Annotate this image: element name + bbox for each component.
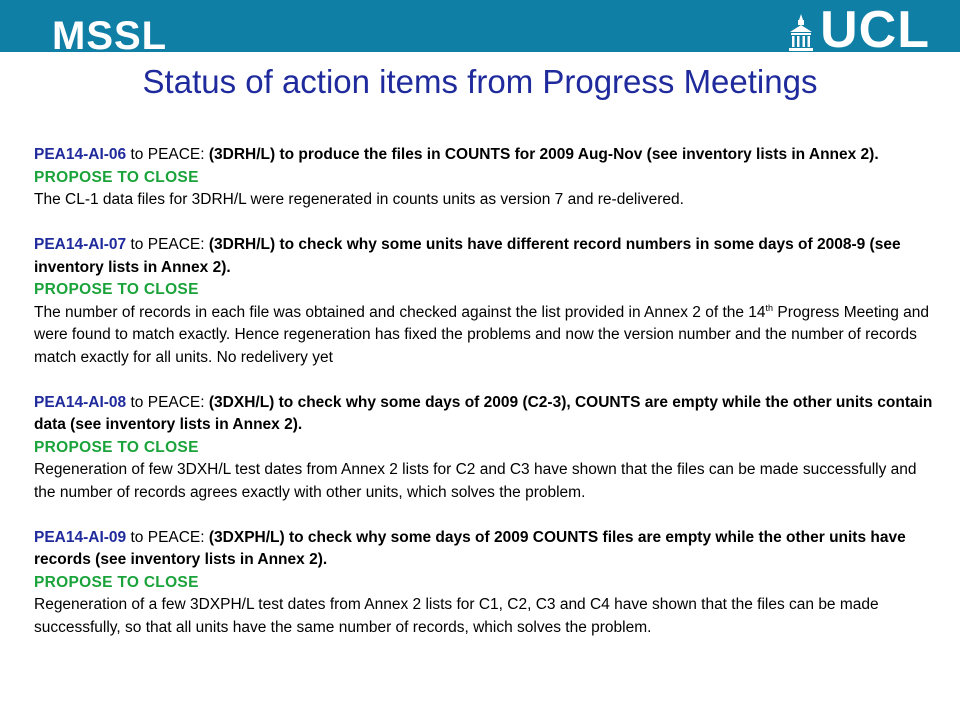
action-item-description: (3DRH/L) to check why some units have different record numbers in some days of 2008-9 (see inventory lists in Annex 2). — [34, 236, 901, 276]
action-item-note: Regeneration of few 3DXH/L test dates from Annex 2 lists for C2 and C3 have shown that the files can be made successfully and the number of records agrees exactly with other units, which solves the problem. — [34, 461, 917, 501]
action-item-ref: PEA14-AI-07 — [34, 236, 127, 253]
header-bar — [0, 0, 960, 59]
action-item-note: The number of records in each file was obtained and checked against the list provided in Annex 2 of the 14 — [34, 303, 766, 321]
action-item-ref: PEA14-AI-08 — [34, 393, 127, 411]
action-item-note-continued: Progress Meeting and were found to match exactly. Hence regeneration has fixed the problems and now the version number and the number of records match exactly for all units. No redelivery yet — [34, 303, 930, 366]
action-item-status: PROPOSE TO CLOSE — [34, 281, 199, 298]
action-items-list — [34, 144, 934, 662]
action-item — [34, 527, 934, 640]
action-item-description: (3DRH/L) to produce the files in COUNTS for 2009 Aug-Nov (see inventory lists in Annex 2). — [208, 146, 879, 163]
action-item-ref: PEA14-AI-09 — [34, 528, 127, 546]
action-item-to: to PEACE: — [126, 528, 209, 546]
action-item-description: (3DXPH/L) to check why some days of 2009 COUNTS files are empty while the other units have records (see inventory lists in Annex 2). — [34, 528, 906, 568]
action-item-note: Regeneration of a few 3DXPH/L test dates from Annex 2 lists for C1, C2, C3 and C4 have shown that the files can be made successfully, so that all units have the same number of records, which solves the problem. — [34, 596, 879, 636]
page-title: Status of action items from Progress Meetings — [142, 63, 818, 100]
ucl-logo-text: UCL — [820, 1, 930, 59]
ucl-portico-icon — [786, 12, 816, 52]
ordinal-suffix: th — [765, 302, 774, 313]
action-item-status: PROPOSE TO CLOSE — [34, 168, 199, 186]
action-item-to: to PEACE: — [126, 393, 209, 411]
action-item — [34, 392, 934, 505]
action-item-description: (3DXH/L) to check why some days of 2009 (C2-3), COUNTS are empty while the other units contain data (see inventory lists in Annex 2). — [34, 393, 933, 433]
action-item-to: to PEACE: — [126, 236, 209, 253]
mssl-logo-text: MSSL — [52, 14, 168, 58]
action-item-note: The CL-1 data files for 3DRH/L were regenerated in counts units as version 7 and re-delivered. — [34, 191, 684, 208]
ucl-logo — [786, 1, 930, 59]
action-item-to: to PEACE: — [126, 146, 209, 163]
action-item-ref: PEA14-AI-06 — [34, 146, 127, 163]
action-item-status: PROPOSE TO CLOSE — [34, 573, 199, 591]
action-item — [34, 144, 934, 212]
action-item-status: PROPOSE TO CLOSE — [34, 438, 199, 456]
action-item — [34, 234, 934, 369]
